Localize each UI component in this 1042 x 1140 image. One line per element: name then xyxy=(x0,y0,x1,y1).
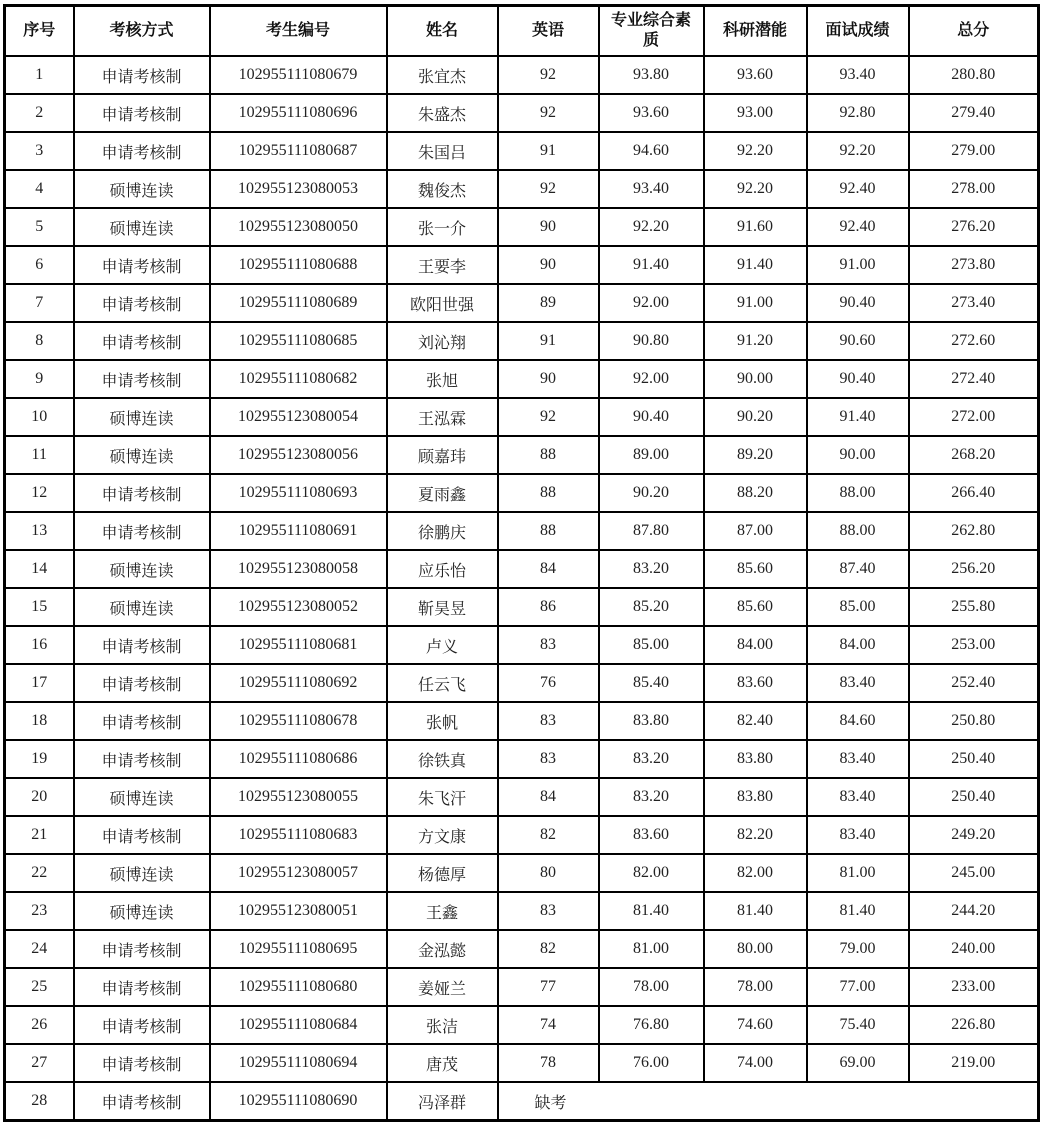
table-row xyxy=(5,702,1039,740)
cell-total: 240.00 xyxy=(909,930,1039,968)
cell-method: 申请考核制 xyxy=(74,664,210,702)
cell-professional: 83.80 xyxy=(599,702,704,740)
cell-professional: 85.20 xyxy=(599,588,704,626)
cell-english: 82 xyxy=(498,816,599,854)
cell-interview: 92.40 xyxy=(807,208,909,246)
cell-candidate-id: 102955111080696 xyxy=(210,94,387,132)
cell-interview: 79.00 xyxy=(807,930,909,968)
cell-research: 78.00 xyxy=(704,968,807,1006)
cell-candidate-id: 102955111080683 xyxy=(210,816,387,854)
cell-name: 欧阳世强 xyxy=(387,284,498,322)
header-candidate-id: 考生编号 xyxy=(210,6,387,57)
cell-row-index: 22 xyxy=(5,854,74,892)
cell-method: 硕博连读 xyxy=(74,854,210,892)
cell-english: 88 xyxy=(498,436,599,474)
cell-research: 93.00 xyxy=(704,94,807,132)
cell-name: 张宜杰 xyxy=(387,56,498,94)
cell-research: 91.40 xyxy=(704,246,807,284)
table-row xyxy=(5,132,1039,170)
cell-candidate-id: 102955111080681 xyxy=(210,626,387,664)
cell-english: 89 xyxy=(498,284,599,322)
table-row xyxy=(5,94,1039,132)
cell-english: 92 xyxy=(498,398,599,436)
cell-interview: 83.40 xyxy=(807,778,909,816)
cell-english: 92 xyxy=(498,56,599,94)
cell-name: 朱飞汗 xyxy=(387,778,498,816)
cell-name: 任云飞 xyxy=(387,664,498,702)
cell-name: 王鑫 xyxy=(387,892,498,930)
cell-name: 王要李 xyxy=(387,246,498,284)
cell-professional: 87.80 xyxy=(599,512,704,550)
cell-research: 91.60 xyxy=(704,208,807,246)
cell-research: 81.40 xyxy=(704,892,807,930)
cell-row-index: 7 xyxy=(5,284,74,322)
table-row xyxy=(5,1006,1039,1044)
cell-professional: 81.40 xyxy=(599,892,704,930)
cell-method: 硕博连读 xyxy=(74,170,210,208)
score-table xyxy=(3,4,1040,1122)
header-method: 考核方式 xyxy=(74,6,210,57)
cell-english: 91 xyxy=(498,132,599,170)
cell-interview: 81.40 xyxy=(807,892,909,930)
cell-row-index: 17 xyxy=(5,664,74,702)
cell-interview: 69.00 xyxy=(807,1044,909,1082)
cell-candidate-id: 102955111080682 xyxy=(210,360,387,398)
cell-total: 253.00 xyxy=(909,626,1039,664)
cell-method: 申请考核制 xyxy=(74,1082,210,1121)
cell-research: 84.00 xyxy=(704,626,807,664)
cell-english: 90 xyxy=(498,360,599,398)
cell-name: 魏俊杰 xyxy=(387,170,498,208)
cell-professional: 83.20 xyxy=(599,740,704,778)
cell-interview: 87.40 xyxy=(807,550,909,588)
cell-method: 申请考核制 xyxy=(74,702,210,740)
cell-candidate-id: 102955111080689 xyxy=(210,284,387,322)
header-interview: 面试成绩 xyxy=(807,6,909,57)
table-row xyxy=(5,778,1039,816)
cell-interview: 92.40 xyxy=(807,170,909,208)
cell-row-index: 28 xyxy=(5,1082,74,1121)
cell-english: 76 xyxy=(498,664,599,702)
cell-total: 276.20 xyxy=(909,208,1039,246)
cell-english: 82 xyxy=(498,930,599,968)
cell-row-index: 23 xyxy=(5,892,74,930)
cell-professional: 76.00 xyxy=(599,1044,704,1082)
cell-research: 93.60 xyxy=(704,56,807,94)
table-row xyxy=(5,968,1039,1006)
cell-name: 应乐怡 xyxy=(387,550,498,588)
cell-professional: 83.60 xyxy=(599,816,704,854)
cell-english: 80 xyxy=(498,854,599,892)
cell-row-index: 18 xyxy=(5,702,74,740)
cell-professional: 92.00 xyxy=(599,360,704,398)
cell-name: 朱国吕 xyxy=(387,132,498,170)
cell-total: 233.00 xyxy=(909,968,1039,1006)
cell-method: 硕博连读 xyxy=(74,208,210,246)
cell-row-index: 13 xyxy=(5,512,74,550)
cell-total: 280.80 xyxy=(909,56,1039,94)
cell-professional: 85.40 xyxy=(599,664,704,702)
cell-method: 硕博连读 xyxy=(74,892,210,930)
cell-method: 申请考核制 xyxy=(74,360,210,398)
cell-method: 申请考核制 xyxy=(74,132,210,170)
header-index: 序号 xyxy=(5,6,74,57)
cell-method: 申请考核制 xyxy=(74,512,210,550)
cell-candidate-id: 102955123080054 xyxy=(210,398,387,436)
cell-english: 92 xyxy=(498,170,599,208)
cell-english: 92 xyxy=(498,94,599,132)
cell-method: 硕博连读 xyxy=(74,398,210,436)
cell-interview: 83.40 xyxy=(807,816,909,854)
header-research: 科研潜能 xyxy=(704,6,807,57)
cell-method: 硕博连读 xyxy=(74,550,210,588)
cell-research: 91.00 xyxy=(704,284,807,322)
cell-research: 74.60 xyxy=(704,1006,807,1044)
cell-research: 90.20 xyxy=(704,398,807,436)
cell-row-index: 24 xyxy=(5,930,74,968)
table-row xyxy=(5,588,1039,626)
cell-english: 86 xyxy=(498,588,599,626)
cell-total: 268.20 xyxy=(909,436,1039,474)
cell-candidate-id: 102955111080687 xyxy=(210,132,387,170)
cell-name: 唐茂 xyxy=(387,1044,498,1082)
cell-total: 272.40 xyxy=(909,360,1039,398)
cell-method: 申请考核制 xyxy=(74,246,210,284)
cell-english: 91 xyxy=(498,322,599,360)
cell-name: 靳昊昱 xyxy=(387,588,498,626)
table-row xyxy=(5,360,1039,398)
cell-row-index: 3 xyxy=(5,132,74,170)
cell-interview: 92.80 xyxy=(807,94,909,132)
cell-candidate-id: 102955111080692 xyxy=(210,664,387,702)
cell-name: 王泓霖 xyxy=(387,398,498,436)
header-total: 总分 xyxy=(909,6,1039,57)
cell-professional: 89.00 xyxy=(599,436,704,474)
cell-candidate-id: 102955111080690 xyxy=(210,1082,387,1121)
cell-total: 249.20 xyxy=(909,816,1039,854)
cell-interview: 81.00 xyxy=(807,854,909,892)
cell-total: 256.20 xyxy=(909,550,1039,588)
cell-name: 张洁 xyxy=(387,1006,498,1044)
cell-row-index: 20 xyxy=(5,778,74,816)
cell-total: 244.20 xyxy=(909,892,1039,930)
cell-interview: 83.40 xyxy=(807,740,909,778)
cell-research: 87.00 xyxy=(704,512,807,550)
cell-research: 82.20 xyxy=(704,816,807,854)
table-row xyxy=(5,398,1039,436)
table-row xyxy=(5,474,1039,512)
cell-professional: 81.00 xyxy=(599,930,704,968)
cell-candidate-id: 102955111080695 xyxy=(210,930,387,968)
cell-research: 90.00 xyxy=(704,360,807,398)
cell-candidate-id: 102955123080053 xyxy=(210,170,387,208)
cell-row-index: 9 xyxy=(5,360,74,398)
cell-total: 272.00 xyxy=(909,398,1039,436)
cell-method: 硕博连读 xyxy=(74,778,210,816)
cell-row-index: 6 xyxy=(5,246,74,284)
cell-name: 徐铁真 xyxy=(387,740,498,778)
document-page xyxy=(0,4,1042,1140)
cell-method: 申请考核制 xyxy=(74,930,210,968)
cell-professional: 92.00 xyxy=(599,284,704,322)
cell-english: 90 xyxy=(498,208,599,246)
cell-english: 83 xyxy=(498,626,599,664)
cell-research: 92.20 xyxy=(704,132,807,170)
cell-total: 278.00 xyxy=(909,170,1039,208)
cell-professional: 90.20 xyxy=(599,474,704,512)
header-row xyxy=(5,6,1039,57)
cell-method: 申请考核制 xyxy=(74,740,210,778)
score-table-body xyxy=(5,56,1039,1121)
cell-research: 74.00 xyxy=(704,1044,807,1082)
table-row xyxy=(5,56,1039,94)
cell-row-index: 11 xyxy=(5,436,74,474)
cell-total: 219.00 xyxy=(909,1044,1039,1082)
cell-interview: 90.00 xyxy=(807,436,909,474)
cell-row-index: 12 xyxy=(5,474,74,512)
table-row xyxy=(5,930,1039,968)
cell-total: 266.40 xyxy=(909,474,1039,512)
cell-professional: 94.60 xyxy=(599,132,704,170)
cell-total: 273.40 xyxy=(909,284,1039,322)
cell-interview: 75.40 xyxy=(807,1006,909,1044)
table-row xyxy=(5,1044,1039,1082)
cell-name: 杨德厚 xyxy=(387,854,498,892)
cell-candidate-id: 102955111080686 xyxy=(210,740,387,778)
cell-name: 冯泽群 xyxy=(387,1082,498,1121)
cell-method: 申请考核制 xyxy=(74,56,210,94)
table-row xyxy=(5,170,1039,208)
cell-name: 刘沁翔 xyxy=(387,322,498,360)
cell-method: 申请考核制 xyxy=(74,968,210,1006)
table-row xyxy=(5,740,1039,778)
cell-english: 78 xyxy=(498,1044,599,1082)
cell-professional: 93.40 xyxy=(599,170,704,208)
cell-research: 82.00 xyxy=(704,854,807,892)
cell-total: 272.60 xyxy=(909,322,1039,360)
cell-name: 朱盛杰 xyxy=(387,94,498,132)
cell-professional: 83.20 xyxy=(599,550,704,588)
cell-interview: 84.00 xyxy=(807,626,909,664)
cell-row-index: 8 xyxy=(5,322,74,360)
cell-candidate-id: 102955123080052 xyxy=(210,588,387,626)
cell-row-index: 1 xyxy=(5,56,74,94)
cell-total: 252.40 xyxy=(909,664,1039,702)
table-row xyxy=(5,854,1039,892)
cell-research: 83.60 xyxy=(704,664,807,702)
cell-interview: 77.00 xyxy=(807,968,909,1006)
cell-name: 张一介 xyxy=(387,208,498,246)
cell-row-index: 19 xyxy=(5,740,74,778)
cell-method: 硕博连读 xyxy=(74,588,210,626)
table-row xyxy=(5,208,1039,246)
cell-english: 90 xyxy=(498,246,599,284)
cell-interview: 85.00 xyxy=(807,588,909,626)
cell-name: 顾嘉玮 xyxy=(387,436,498,474)
cell-professional: 93.60 xyxy=(599,94,704,132)
cell-candidate-id: 102955111080680 xyxy=(210,968,387,1006)
table-row xyxy=(5,436,1039,474)
cell-total: 279.00 xyxy=(909,132,1039,170)
cell-row-index: 15 xyxy=(5,588,74,626)
cell-interview: 90.40 xyxy=(807,360,909,398)
cell-method: 申请考核制 xyxy=(74,1044,210,1082)
cell-candidate-id: 102955123080058 xyxy=(210,550,387,588)
table-row xyxy=(5,892,1039,930)
cell-english: 83 xyxy=(498,702,599,740)
cell-interview: 88.00 xyxy=(807,474,909,512)
cell-name: 姜娅兰 xyxy=(387,968,498,1006)
cell-name: 夏雨鑫 xyxy=(387,474,498,512)
cell-english: 83 xyxy=(498,740,599,778)
cell-professional: 93.80 xyxy=(599,56,704,94)
cell-interview: 93.40 xyxy=(807,56,909,94)
cell-interview: 91.00 xyxy=(807,246,909,284)
cell-research: 92.20 xyxy=(704,170,807,208)
table-row xyxy=(5,626,1039,664)
cell-professional: 90.80 xyxy=(599,322,704,360)
cell-row-index: 21 xyxy=(5,816,74,854)
table-row xyxy=(5,512,1039,550)
cell-row-index: 25 xyxy=(5,968,74,1006)
cell-professional: 90.40 xyxy=(599,398,704,436)
cell-row-index: 27 xyxy=(5,1044,74,1082)
cell-candidate-id: 102955123080055 xyxy=(210,778,387,816)
cell-research: 85.60 xyxy=(704,588,807,626)
cell-total: 226.80 xyxy=(909,1006,1039,1044)
cell-method: 申请考核制 xyxy=(74,94,210,132)
cell-row-index: 5 xyxy=(5,208,74,246)
cell-row-index: 16 xyxy=(5,626,74,664)
cell-professional: 78.00 xyxy=(599,968,704,1006)
header-english: 英语 xyxy=(498,6,599,57)
table-row xyxy=(5,816,1039,854)
cell-interview: 91.40 xyxy=(807,398,909,436)
cell-name: 卢义 xyxy=(387,626,498,664)
table-row xyxy=(5,1082,1039,1121)
cell-total: 273.80 xyxy=(909,246,1039,284)
cell-name: 金泓懿 xyxy=(387,930,498,968)
cell-professional: 76.80 xyxy=(599,1006,704,1044)
cell-research: 91.20 xyxy=(704,322,807,360)
cell-total: 279.40 xyxy=(909,94,1039,132)
table-row xyxy=(5,284,1039,322)
table-row xyxy=(5,246,1039,284)
cell-candidate-id: 102955111080685 xyxy=(210,322,387,360)
cell-row-index: 26 xyxy=(5,1006,74,1044)
cell-professional: 92.20 xyxy=(599,208,704,246)
cell-interview: 90.60 xyxy=(807,322,909,360)
cell-method: 硕博连读 xyxy=(74,436,210,474)
cell-total: 255.80 xyxy=(909,588,1039,626)
header-name: 姓名 xyxy=(387,6,498,57)
cell-row-index: 10 xyxy=(5,398,74,436)
cell-interview: 90.40 xyxy=(807,284,909,322)
cell-research: 80.00 xyxy=(704,930,807,968)
cell-research: 89.20 xyxy=(704,436,807,474)
cell-total: 250.80 xyxy=(909,702,1039,740)
cell-total: 250.40 xyxy=(909,740,1039,778)
cell-total: 250.40 xyxy=(909,778,1039,816)
cell-total: 245.00 xyxy=(909,854,1039,892)
table-row xyxy=(5,322,1039,360)
cell-method: 申请考核制 xyxy=(74,322,210,360)
cell-candidate-id: 102955111080694 xyxy=(210,1044,387,1082)
cell-total: 262.80 xyxy=(909,512,1039,550)
table-row xyxy=(5,550,1039,588)
cell-row-index: 14 xyxy=(5,550,74,588)
cell-method: 申请考核制 xyxy=(74,626,210,664)
cell-interview: 92.20 xyxy=(807,132,909,170)
cell-professional: 85.00 xyxy=(599,626,704,664)
cell-interview: 83.40 xyxy=(807,664,909,702)
cell-professional: 91.40 xyxy=(599,246,704,284)
cell-candidate-id: 102955123080050 xyxy=(210,208,387,246)
cell-english: 74 xyxy=(498,1006,599,1044)
cell-professional: 82.00 xyxy=(599,854,704,892)
cell-research: 88.20 xyxy=(704,474,807,512)
cell-name: 方文康 xyxy=(387,816,498,854)
cell-method: 申请考核制 xyxy=(74,816,210,854)
cell-name: 徐鹏庆 xyxy=(387,512,498,550)
cell-candidate-id: 102955111080679 xyxy=(210,56,387,94)
cell-method: 申请考核制 xyxy=(74,1006,210,1044)
cell-research: 83.80 xyxy=(704,740,807,778)
cell-row-index: 2 xyxy=(5,94,74,132)
cell-candidate-id: 102955123080056 xyxy=(210,436,387,474)
cell-english: 84 xyxy=(498,778,599,816)
cell-method: 申请考核制 xyxy=(74,284,210,322)
cell-english: 83 xyxy=(498,892,599,930)
cell-candidate-id: 102955111080691 xyxy=(210,512,387,550)
cell-name: 张旭 xyxy=(387,360,498,398)
table-row xyxy=(5,664,1039,702)
cell-research: 83.80 xyxy=(704,778,807,816)
cell-professional: 83.20 xyxy=(599,778,704,816)
header-professional: 专业综合素质 xyxy=(599,6,704,57)
cell-candidate-id: 102955123080057 xyxy=(210,854,387,892)
score-table-header xyxy=(5,6,1039,57)
cell-english: 88 xyxy=(498,512,599,550)
cell-interview: 88.00 xyxy=(807,512,909,550)
cell-name: 张帆 xyxy=(387,702,498,740)
cell-candidate-id: 102955111080688 xyxy=(210,246,387,284)
cell-candidate-id: 102955111080684 xyxy=(210,1006,387,1044)
cell-row-index: 4 xyxy=(5,170,74,208)
cell-research: 85.60 xyxy=(704,550,807,588)
cell-candidate-id: 102955111080693 xyxy=(210,474,387,512)
cell-method: 申请考核制 xyxy=(74,474,210,512)
cell-english: 88 xyxy=(498,474,599,512)
cell-absent-status: 缺考 xyxy=(498,1082,1039,1121)
cell-candidate-id: 102955123080051 xyxy=(210,892,387,930)
cell-interview: 84.60 xyxy=(807,702,909,740)
cell-research: 82.40 xyxy=(704,702,807,740)
cell-english: 77 xyxy=(498,968,599,1006)
cell-english: 84 xyxy=(498,550,599,588)
cell-candidate-id: 102955111080678 xyxy=(210,702,387,740)
